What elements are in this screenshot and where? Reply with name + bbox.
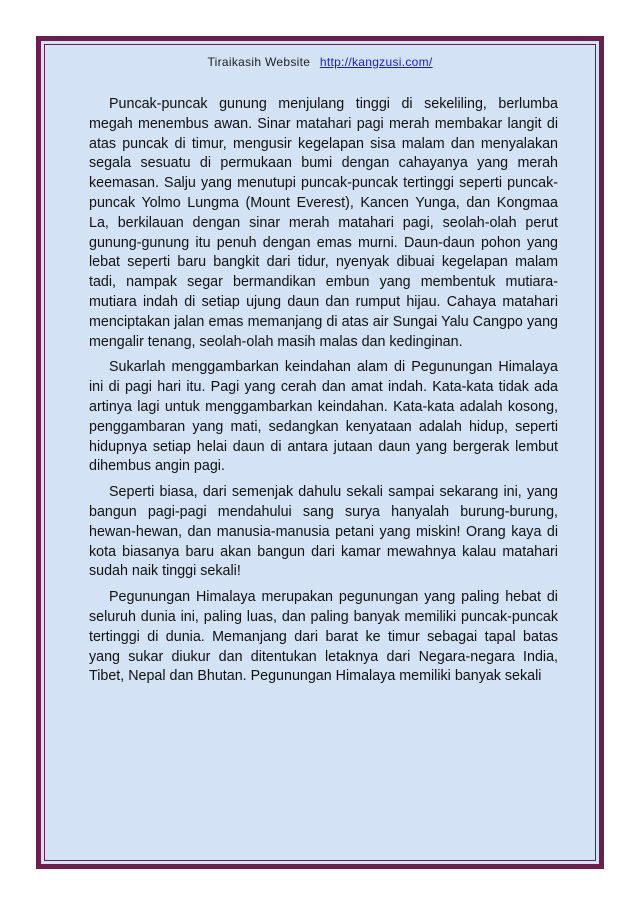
paragraph-4: Pegunungan Himalaya merupakan pegunungan yang paling hebat di seluruh dunia ini, paling luas, dan paling banyak memiliki puncak-puncak tertinggi di dunia. Memanjang dari barat ke timur sebagai tapal batas yang sukar diukur dan ditentukan letaknya dari Negara-negara India, Tibet, Nepal dan Bhutan. Pegunungan Himalaya memiliki banyak sekali bbox=[89, 589, 558, 685]
paragraph-2: Sukarlah menggambarkan keindahan alam di Pegunungan Himalaya ini di pagi hari itu. Pagi yang cerah dan amat indah. Kata-kata tidak ada artinya lagi untuk menggambarkan keindahan. Kata-kata adalah kosong, penggambaran yang mati, sedangkan kenyataan adalah hidup, seperti hidupnya setiap helai daun di antara jutaan daun yang bergerak lembut dihembus angin pagi. bbox=[89, 359, 558, 475]
page-header bbox=[41, 55, 599, 69]
site-url-link[interactable]: http://kangzusi.com/ bbox=[319, 55, 433, 69]
paragraph-3: Seperti biasa, dari semenjak dahulu sekali sampai sekarang ini, yang bangun pagi-pagi mendahului sang surya hanyalah burung-burung, hewan-hewan, dan manusia-manusia petani yang miskin! Orang kaya di kota biasanya baru akan bangun dari kamar mewahnya kalau matahari sudah naik tinggi sekali! bbox=[89, 484, 558, 580]
site-name: Tiraikasih Website bbox=[207, 55, 311, 69]
paragraph-1: Puncak-puncak gunung menjulang tinggi di sekeliling, berlumba megah menembus awan. Sinar matahari pagi merah membakar langit di atas puncak di timur, mengusir kegelapan sisa malam dan menyalakan segala sesuatu di permukaan bumi dengan cahayanya yang merah keemasan. Salju yang menutupi puncak-puncak tertinggi seperti puncak-puncak Yolmo Lungma (Mount Everest), Kancen Yunga, dan Kongmaa La, berkilauan dengan sinar merah matahari pagi, seolah-olah perut gunung-gunung itu penuh dengan emas murni. Daun-daun pohon yang lebat seperti baru bangkit dari tidur, nyenyak dibuai kegelapan malam tadi, nampak segar bermandikan embun yang membentuk mutiara-mutiara indah di setiap ujung daun dan rumput hijau. Cahaya matahari menciptakan jalan emas memanjang di atas air Sungai Yalu Cangpo yang mengalir tenang, seolah-olah masih malas dan kedinginan. bbox=[89, 96, 558, 350]
page-frame bbox=[36, 36, 604, 869]
body-text bbox=[89, 95, 558, 693]
